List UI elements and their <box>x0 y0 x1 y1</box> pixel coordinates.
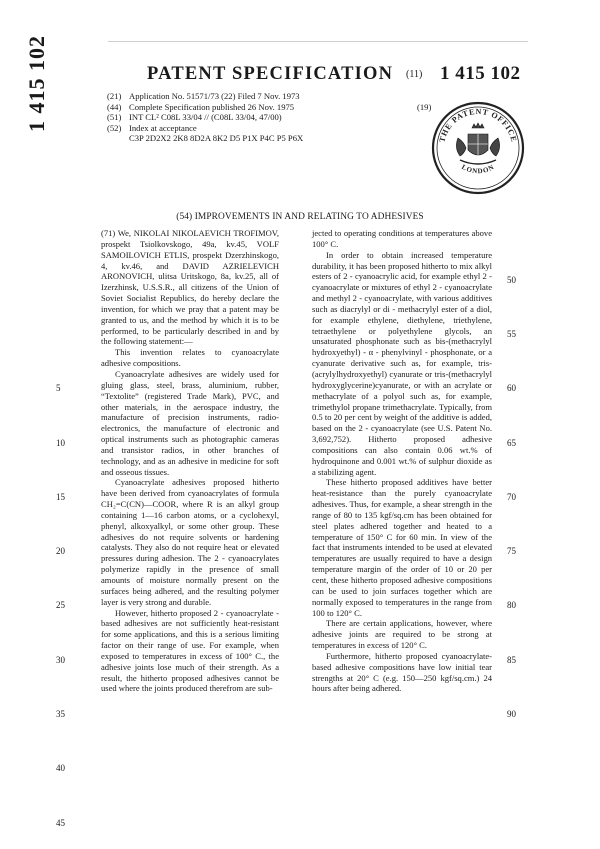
line-number: 10 <box>56 438 65 448</box>
top-rule <box>108 41 528 42</box>
paragraph: This invention relates to cyanoacrylate adhesive compositions. <box>101 347 279 369</box>
biblio-text: INT CL² C08L 33/04 // (C08L 33/04, 47/00) <box>129 112 282 123</box>
paragraph: In order to obtain increased temperature durability, it has been proposed hitherto to mix alkyl esters of 2 - cyanoacrylic acid, for example ethyl 2 - cyanoacrylate or mixtures of ethyl 2 - cyanoacrylate and methyl 2 - cyanoacrylate, with various additives such as diacrylyl or di - methacrylyl ester of a diol, for example ethylene, diethylene, triethylene, tetraethylene or polyethylene glycols, an unsaturated phosphonate such as bis-(methacrylyl hydroxyethyl) - α - phenylvinyl - phosphonate, or a cyanurate derivative such as, for example, tris-(acrylylhydroxyethyl) cyanurate or tris-(methacrylyl hydroxyglycerine)cyanurate, or with an acrylate or methacrylate of a polyol such as, for example, trimethylol propane trimethacrylate. Typically, from 0.5 to 20 per cent by weight of the additive is added, based on the 2 - cyanoacrylate (see U.S. Patent No. 3,692,752). Hitherto proposed adhesive compositions can also contain 0.06 wt.% of hydroquinone and 0.001 wt.% of sulphur dioxide as a stabilizing agent. <box>312 249 492 477</box>
biblio-row <box>107 91 303 102</box>
paragraph: Furthermore, hitherto proposed cyanoacrylate-based adhesive compositions have low initial tear strengths at 20° C (e.g. 150—250 kgf/sq.cm.) 24 hours after being adhered. <box>312 650 492 694</box>
line-number: 45 <box>56 818 65 828</box>
line-number: 85 <box>507 655 516 665</box>
side-publication-number: 1 415 102 <box>24 35 49 132</box>
biblio-text: Index at acceptance <box>129 122 197 133</box>
biblio-row <box>107 123 303 134</box>
biblio-row <box>107 112 303 123</box>
paragraph: (71) We, NIKOLAI NIKOLAEVICH TROFIMOV, prospekt Tsiolkovskogo, 49a, kv.45, VOLF SAMOILOVICH ETLIS, prospekt Dzerzhinskogo, 4, kv.46, and DAVID AZRIELEVICH ARONOVICH, ulitsa Uritskogo, 8a, kv.25, all of Izerzhinsk, U.S.S.R., all citizens of the Union of Soviet Socialist Republics, do hereby declare the invention, for which we pray that a patent may be granted to us, and the method by which it is to be performed, to be particularly described in and by the following statement:— <box>101 228 279 347</box>
line-number: 70 <box>507 492 516 502</box>
seal-top-text: THE PATENT OFFICE <box>437 106 519 144</box>
line-number: 35 <box>56 709 65 719</box>
publication-number: 1 415 102 <box>440 63 521 84</box>
patent-office-seal <box>430 98 526 196</box>
invention-title: (54) IMPROVEMENTS IN AND RELATING TO ADHESIVES <box>176 212 424 222</box>
biblio-text: Complete Specification published 26 Nov. 1975 <box>129 101 295 112</box>
paragraph: There are certain applications, however, where adhesive joints are required to be strong at temperatures in excess of 120° C. <box>312 618 492 651</box>
document-title: PATENT SPECIFICATION <box>147 64 394 84</box>
line-number: 50 <box>507 275 516 285</box>
line-number: 40 <box>56 763 65 773</box>
biblio-text: C3P 2D2X2 2K8 8D2A 8K2 D5 P1X P4C P5 P6X <box>129 133 304 144</box>
line-number: 80 <box>507 600 516 610</box>
line-number: 60 <box>507 383 516 393</box>
line-number: 15 <box>56 492 65 502</box>
paragraph: However, hitherto proposed 2 - cyanoacrylate - based adhesives are not sufficiently heat-resistant for some applications, and this is a serious limiting factor on their range of use. For example, when exposed to temperatures in excess of 100° C., the adhesive joints lose much of their strength. As a result, the hitherto proposed adhesives cannot be used where the joints produced therefrom are sub- <box>101 607 279 694</box>
biblio-row <box>107 102 303 113</box>
line-number: 65 <box>507 438 516 448</box>
paragraph: These hitherto proposed additives have better heat-resistance than the purely cyanoacrylate adhesives. Thus, for example, a shear strength in the range of 80 to 135 kgf/sq.cm has been obtained for steel plates adhered together and heated to a temperature of 150° C for 60 min. In view of the fact that instruments intended to be used at elevated temperatures are usually required to have a design temperature margin of the order of 10 or 20 per cent, these hitherto proposed adhesive compositions can be used to join surfaces together which are normally exposed to temperatures in the range from 100 to 120° C. <box>312 477 492 618</box>
right-column <box>312 228 492 694</box>
seal-bottom-text: LONDON <box>460 162 496 176</box>
biblio-code: (21) <box>107 91 122 101</box>
seal-code: (19) <box>417 102 432 112</box>
line-number: 75 <box>507 546 516 556</box>
line-number: 55 <box>507 329 516 339</box>
biblio-code: (52) <box>107 122 122 133</box>
paragraph: Cyanoacrylate adhesives are widely used for gluing glass, steel, brass, aluminium, rubber, “Textolite” (registered Trade Mark), PVC, and other materials, in the aerospace industry, the manufacture of precision instruments, radio-electronics, the manufacture of electronic and optical instruments such as photographic cameras and transistor radios, in other branches of technology, and as an adhesive in medicine for soft and osseous tissues. <box>101 368 279 477</box>
line-number: 30 <box>56 655 65 665</box>
line-number: 5 <box>56 383 61 393</box>
line-number: 90 <box>507 709 516 719</box>
paragraph: Cyanoacrylate adhesives proposed hitherto have been derived from cyanoacrylates of formula CH₂=C(CN)—COOR, where R is an alkyl group containing 1—16 carbon atoms, or a cyclohexyl, phenyl, alkoxyalkyl, or some other group. These adhesives do not require solvents or hardening catalysts. They also do not require heat or elevated pressures during adhesion. The 2 - cyanoacrylates polymerize rapidly in the presence of small amounts of moisture normally present on the surfaces being adhered, and the resulting polymer layer is very strong and durable. <box>101 477 279 607</box>
svg-text:LONDON <box>460 163 496 175</box>
biblio-code: (44) <box>107 101 122 112</box>
biblio-row <box>107 133 303 144</box>
coat-of-arms-icon <box>456 123 499 164</box>
paragraph: jected to operating conditions at temperatures above 100° C. <box>312 228 492 249</box>
publication-number-code: (11) <box>406 69 423 80</box>
bibliographic-data <box>107 91 303 144</box>
line-number: 20 <box>56 546 65 556</box>
biblio-code: (51) <box>107 112 122 123</box>
left-column <box>101 228 279 694</box>
biblio-text: Application No. 51571/73 (22) Filed 7 Nov. 1973 <box>129 91 300 101</box>
line-number: 25 <box>56 600 65 610</box>
